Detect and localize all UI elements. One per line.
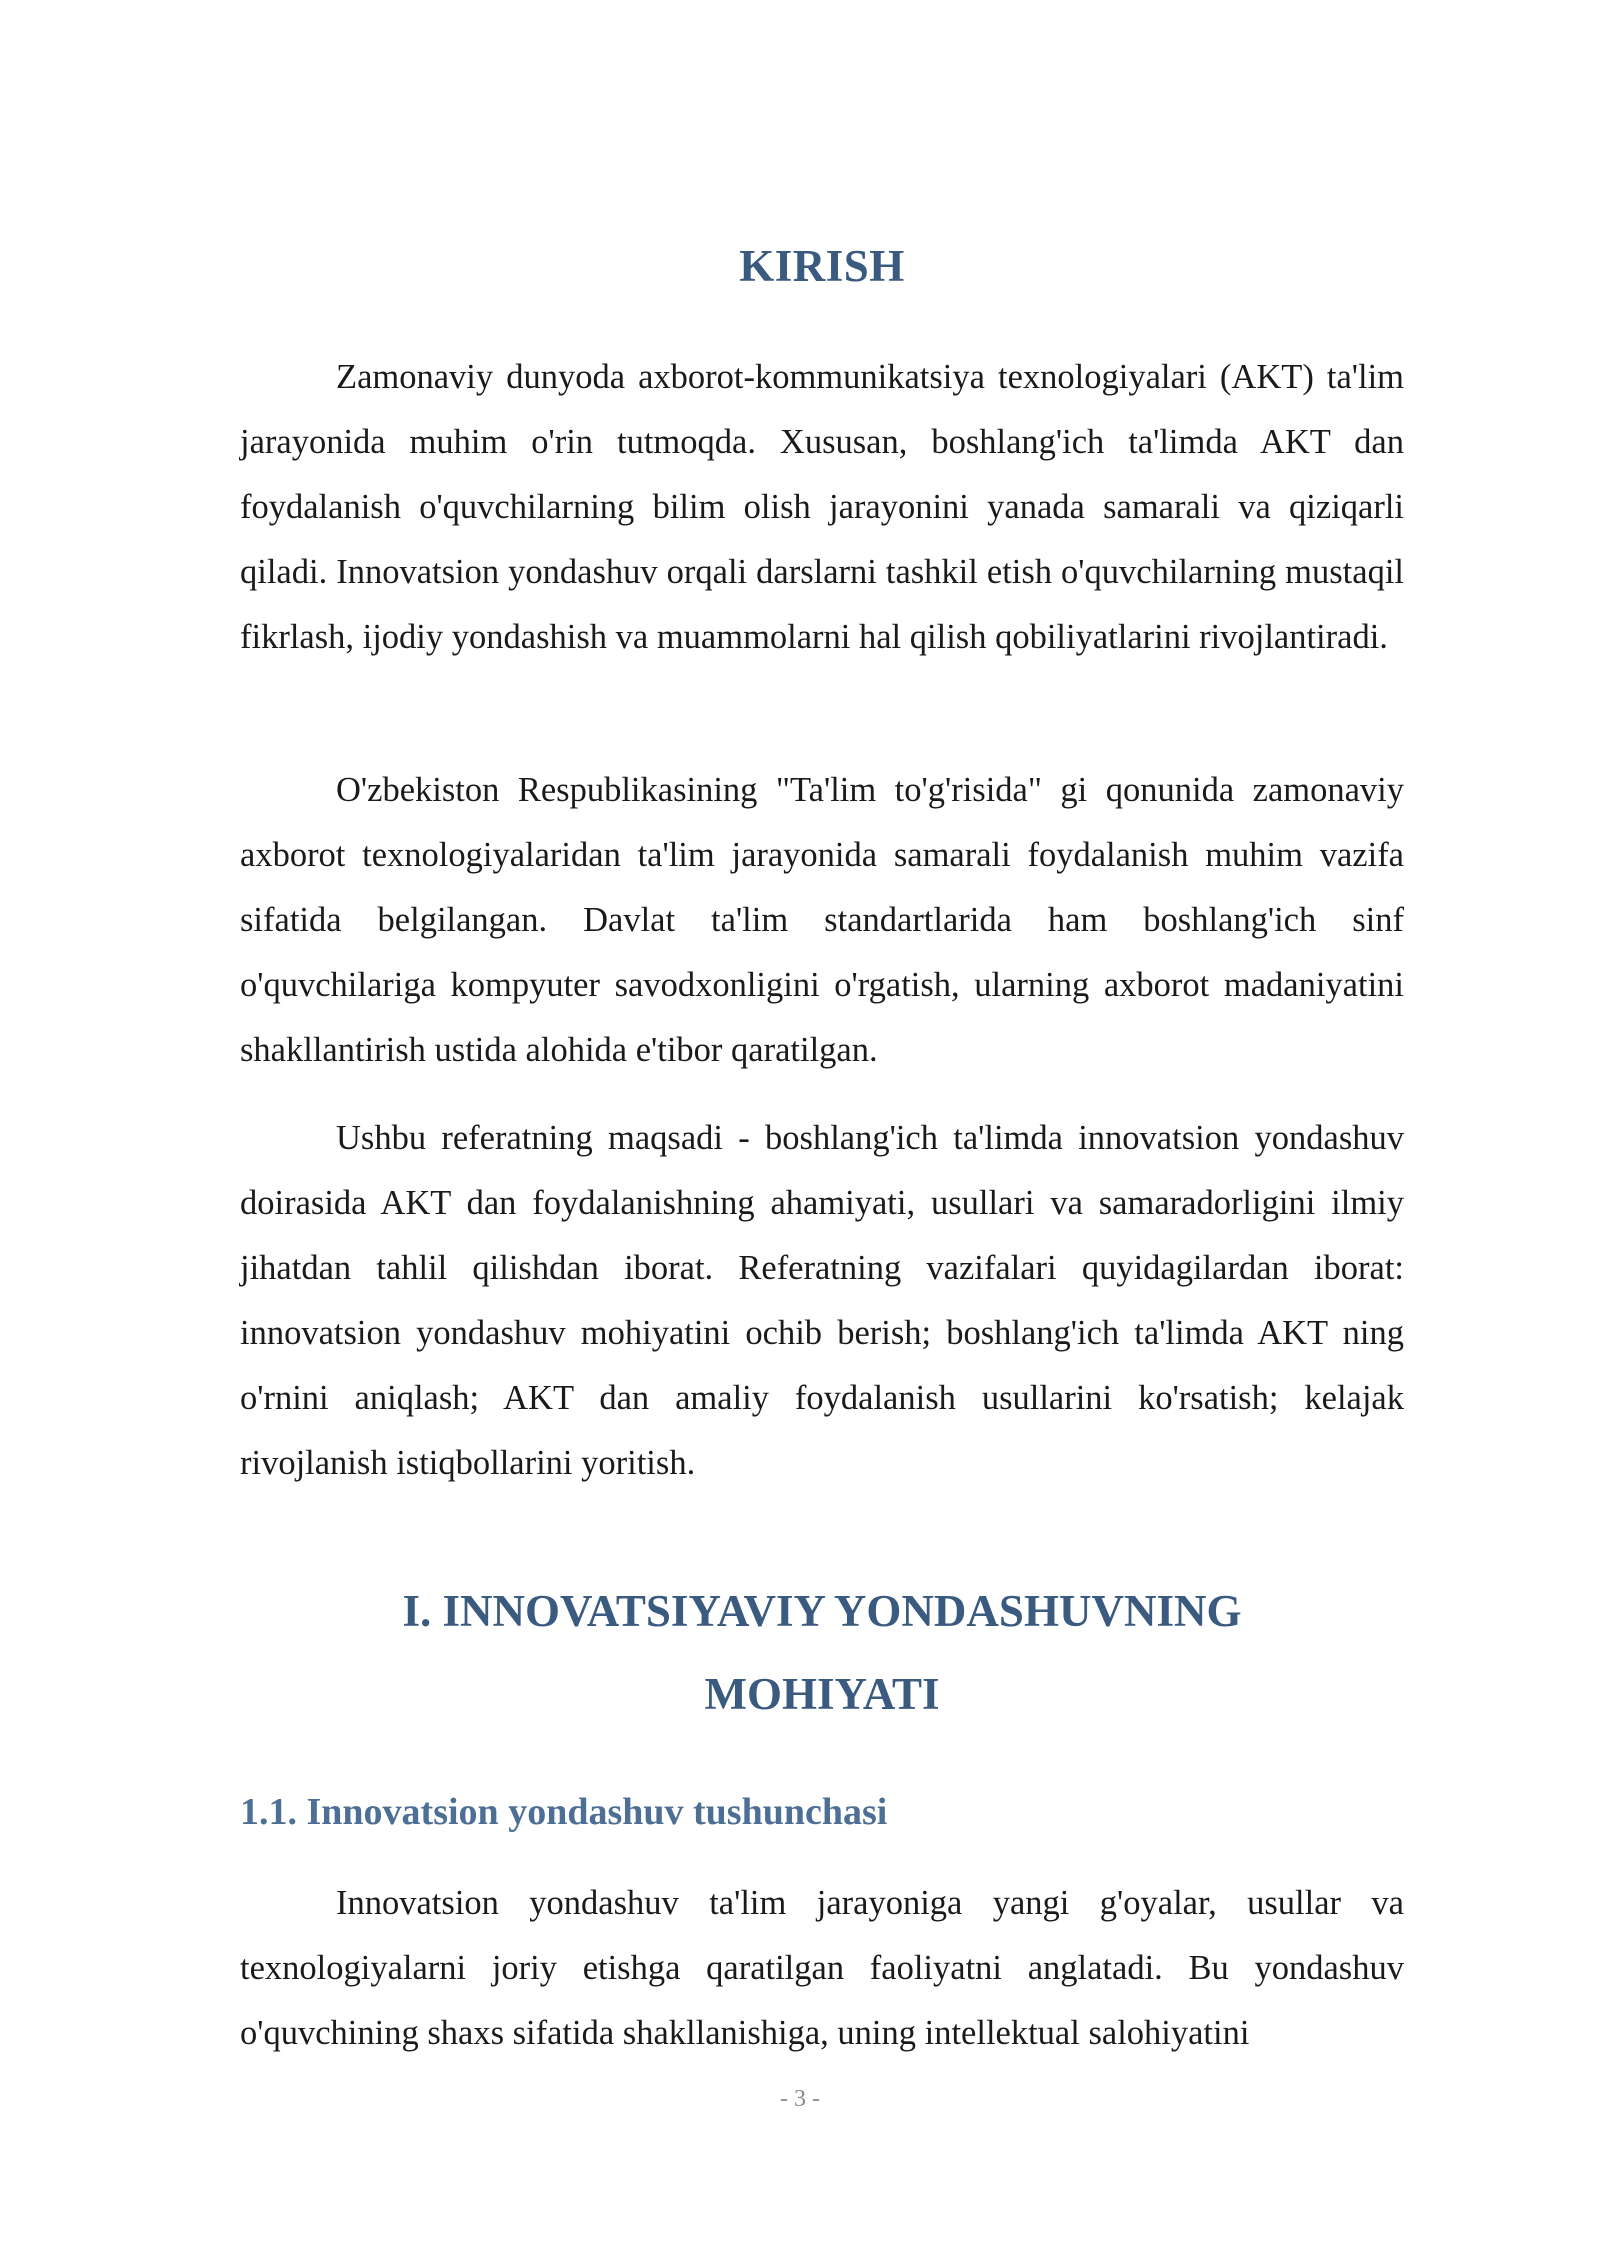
intro-heading: KIRISH <box>739 241 905 291</box>
chapter-heading-line-2: MOHIYATI <box>704 1669 940 1719</box>
intro-paragraph-1: Zamonaviy dunyoda axborot-kommunikatsiya texnologiyalari (AKT) ta'lim jarayonida muhim o'rin tutmoqda. Xususan, boshlang'ich ta'limda AKT dan foydalanish o'quvchilarning bilim olish jarayonini yanada samarali va qiziqarli qiladi. Innovatsion yondashuv orqali darslarni tashkil etish o'quvchilarning mustaqil fikrlash, ijodiy yondashish va muammolarni hal qilish qobiliyatlarini rivojlantiradi. <box>240 358 1404 656</box>
chapter-heading <box>240 1570 1404 1736</box>
section-paragraph: Innovatsion yondashuv ta'lim jarayoniga yangi g'oyalar, usullar va texnologiyalarni joriy etishga qaratilgan faoliyatni anglatadi. Bu yondashuv o'quvchining shaxs sifatida shakllanishiga, uning intellektual salohiyatini <box>240 1884 1404 2052</box>
page-number: - 3 - <box>780 2086 820 2112</box>
section-heading: 1.1. Innovatsion yondashuv tushunchasi <box>240 1791 888 1833</box>
chapter-heading-line-1: I. INNOVATSIYAVIY YONDASHUVNING <box>402 1586 1242 1636</box>
intro-paragraph-3: Ushbu referatning maqsadi - boshlang'ich ta'limda innovatsion yondashuv doirasida AKT dan foydalanishning ahamiyati, usullari va samaradorligini ilmiy jihatdan tahlil qilishdan iborat. Referatning vazifalari quyidagilardan iborat: innovatsion yondashuv mohiyatini ochib berish; boshlang'ich ta'limda AKT ning o'rnini aniqlash; AKT dan amaliy foydalanish usullarini ko'rsatish; kelajak rivojlanish istiqbollarini yoritish. <box>240 1119 1404 1482</box>
intro-paragraph-2: O'zbekiston Respublikasining "Ta'lim to'g'risida" gi qonunida zamonaviy axborot texnologiyalaridan ta'lim jarayonida samarali foydalanish muhim vazifa sifatida belgilangan. Davlat ta'lim standartlarida ham boshlang'ich sinf o'quvchilariga kompyuter savodxonligini o'rgatish, ularning axborot madaniyatini shakllantirish ustida alohida e'tibor qaratilgan. <box>240 771 1404 1069</box>
